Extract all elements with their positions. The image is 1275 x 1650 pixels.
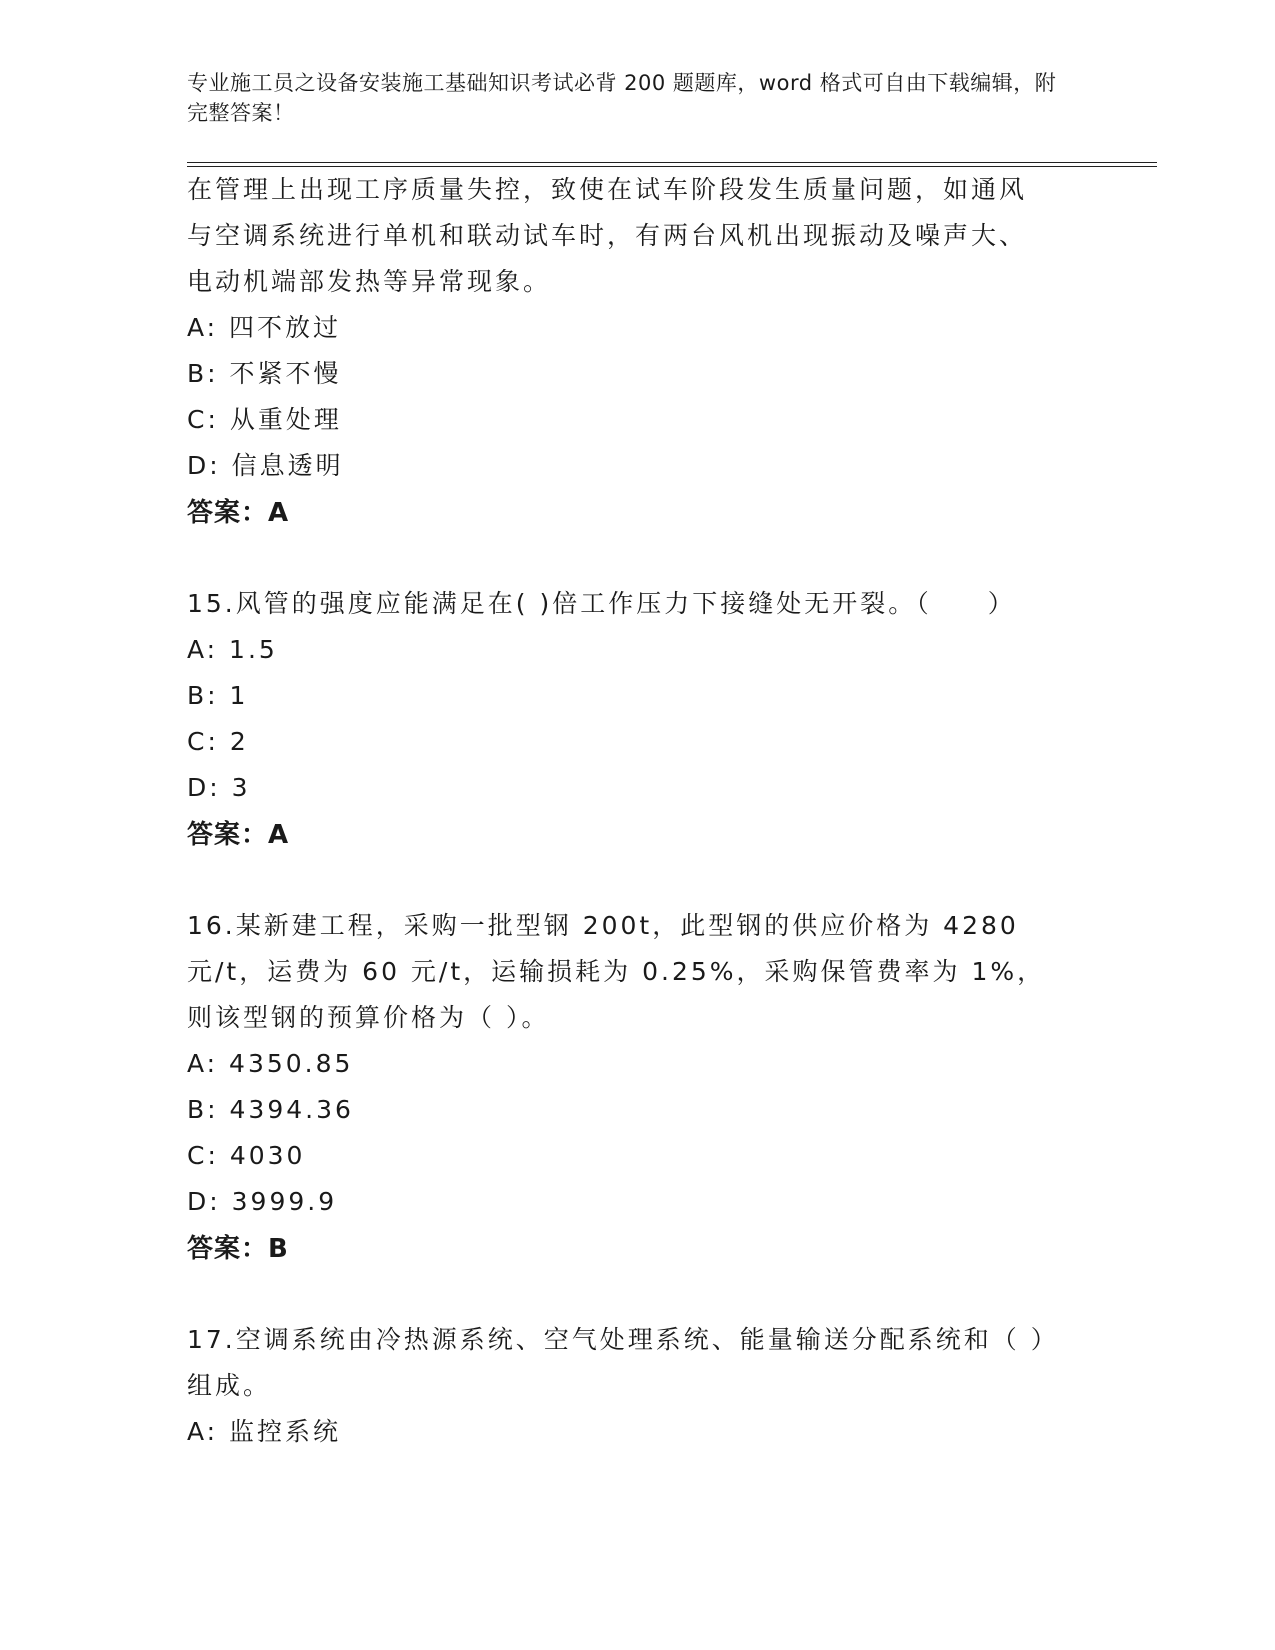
option-a: A: 监控系统	[187, 1417, 342, 1446]
question-15	[187, 581, 1047, 859]
option-a: A: 1.5	[187, 635, 278, 664]
option-a: A: 四不放过	[187, 313, 342, 342]
option-a: A: 4350.85	[187, 1049, 354, 1078]
option-c: C: 2	[187, 727, 249, 756]
question-text: 在管理上出现工序质量失控，致使在试车阶段发生质量问题，如通风与空调系统进行单机和联动试车时，有两台风机出现振动及噪声大、电动机端部发热等异常现象。	[187, 175, 1028, 296]
answer: 答案：B	[187, 1234, 289, 1264]
document-page	[187, 68, 1157, 1455]
answer: 答案：A	[187, 820, 290, 850]
question-17	[187, 1317, 1047, 1455]
option-d: D: 3999.9	[187, 1187, 338, 1216]
option-d: D: 信息透明	[187, 451, 344, 480]
question-text: 16.某新建工程，采购一批型钢 200t，此型钢的供应价格为 4280 元/t，运费为 60 元/t，运输损耗为 0.25%，采购保管费率为 1%，则该型钢的预算价格为（ ）。	[187, 911, 1046, 1032]
answer: 答案：A	[187, 498, 290, 528]
document-header: 专业施工员之设备安装施工基础知识考试必背 200 题题库，word 格式可自由下载编辑，附完整答案！	[187, 71, 1057, 125]
option-b: B: 1	[187, 681, 249, 710]
option-c: C: 从重处理	[187, 405, 342, 434]
question-14-continued	[187, 167, 1047, 537]
option-c: C: 4030	[187, 1141, 306, 1170]
question-16	[187, 903, 1047, 1273]
option-b: B: 4394.36	[187, 1095, 354, 1124]
option-b: B: 不紧不慢	[187, 359, 342, 388]
question-text: 17.空调系统由冷热源系统、空气处理系统、能量输送分配系统和（ ）组成。	[187, 1325, 1047, 1400]
question-text: 15.风管的强度应能满足在( )倍工作压力下接缝处无开裂。（ ）	[187, 589, 1016, 618]
option-d: D: 3	[187, 773, 251, 802]
